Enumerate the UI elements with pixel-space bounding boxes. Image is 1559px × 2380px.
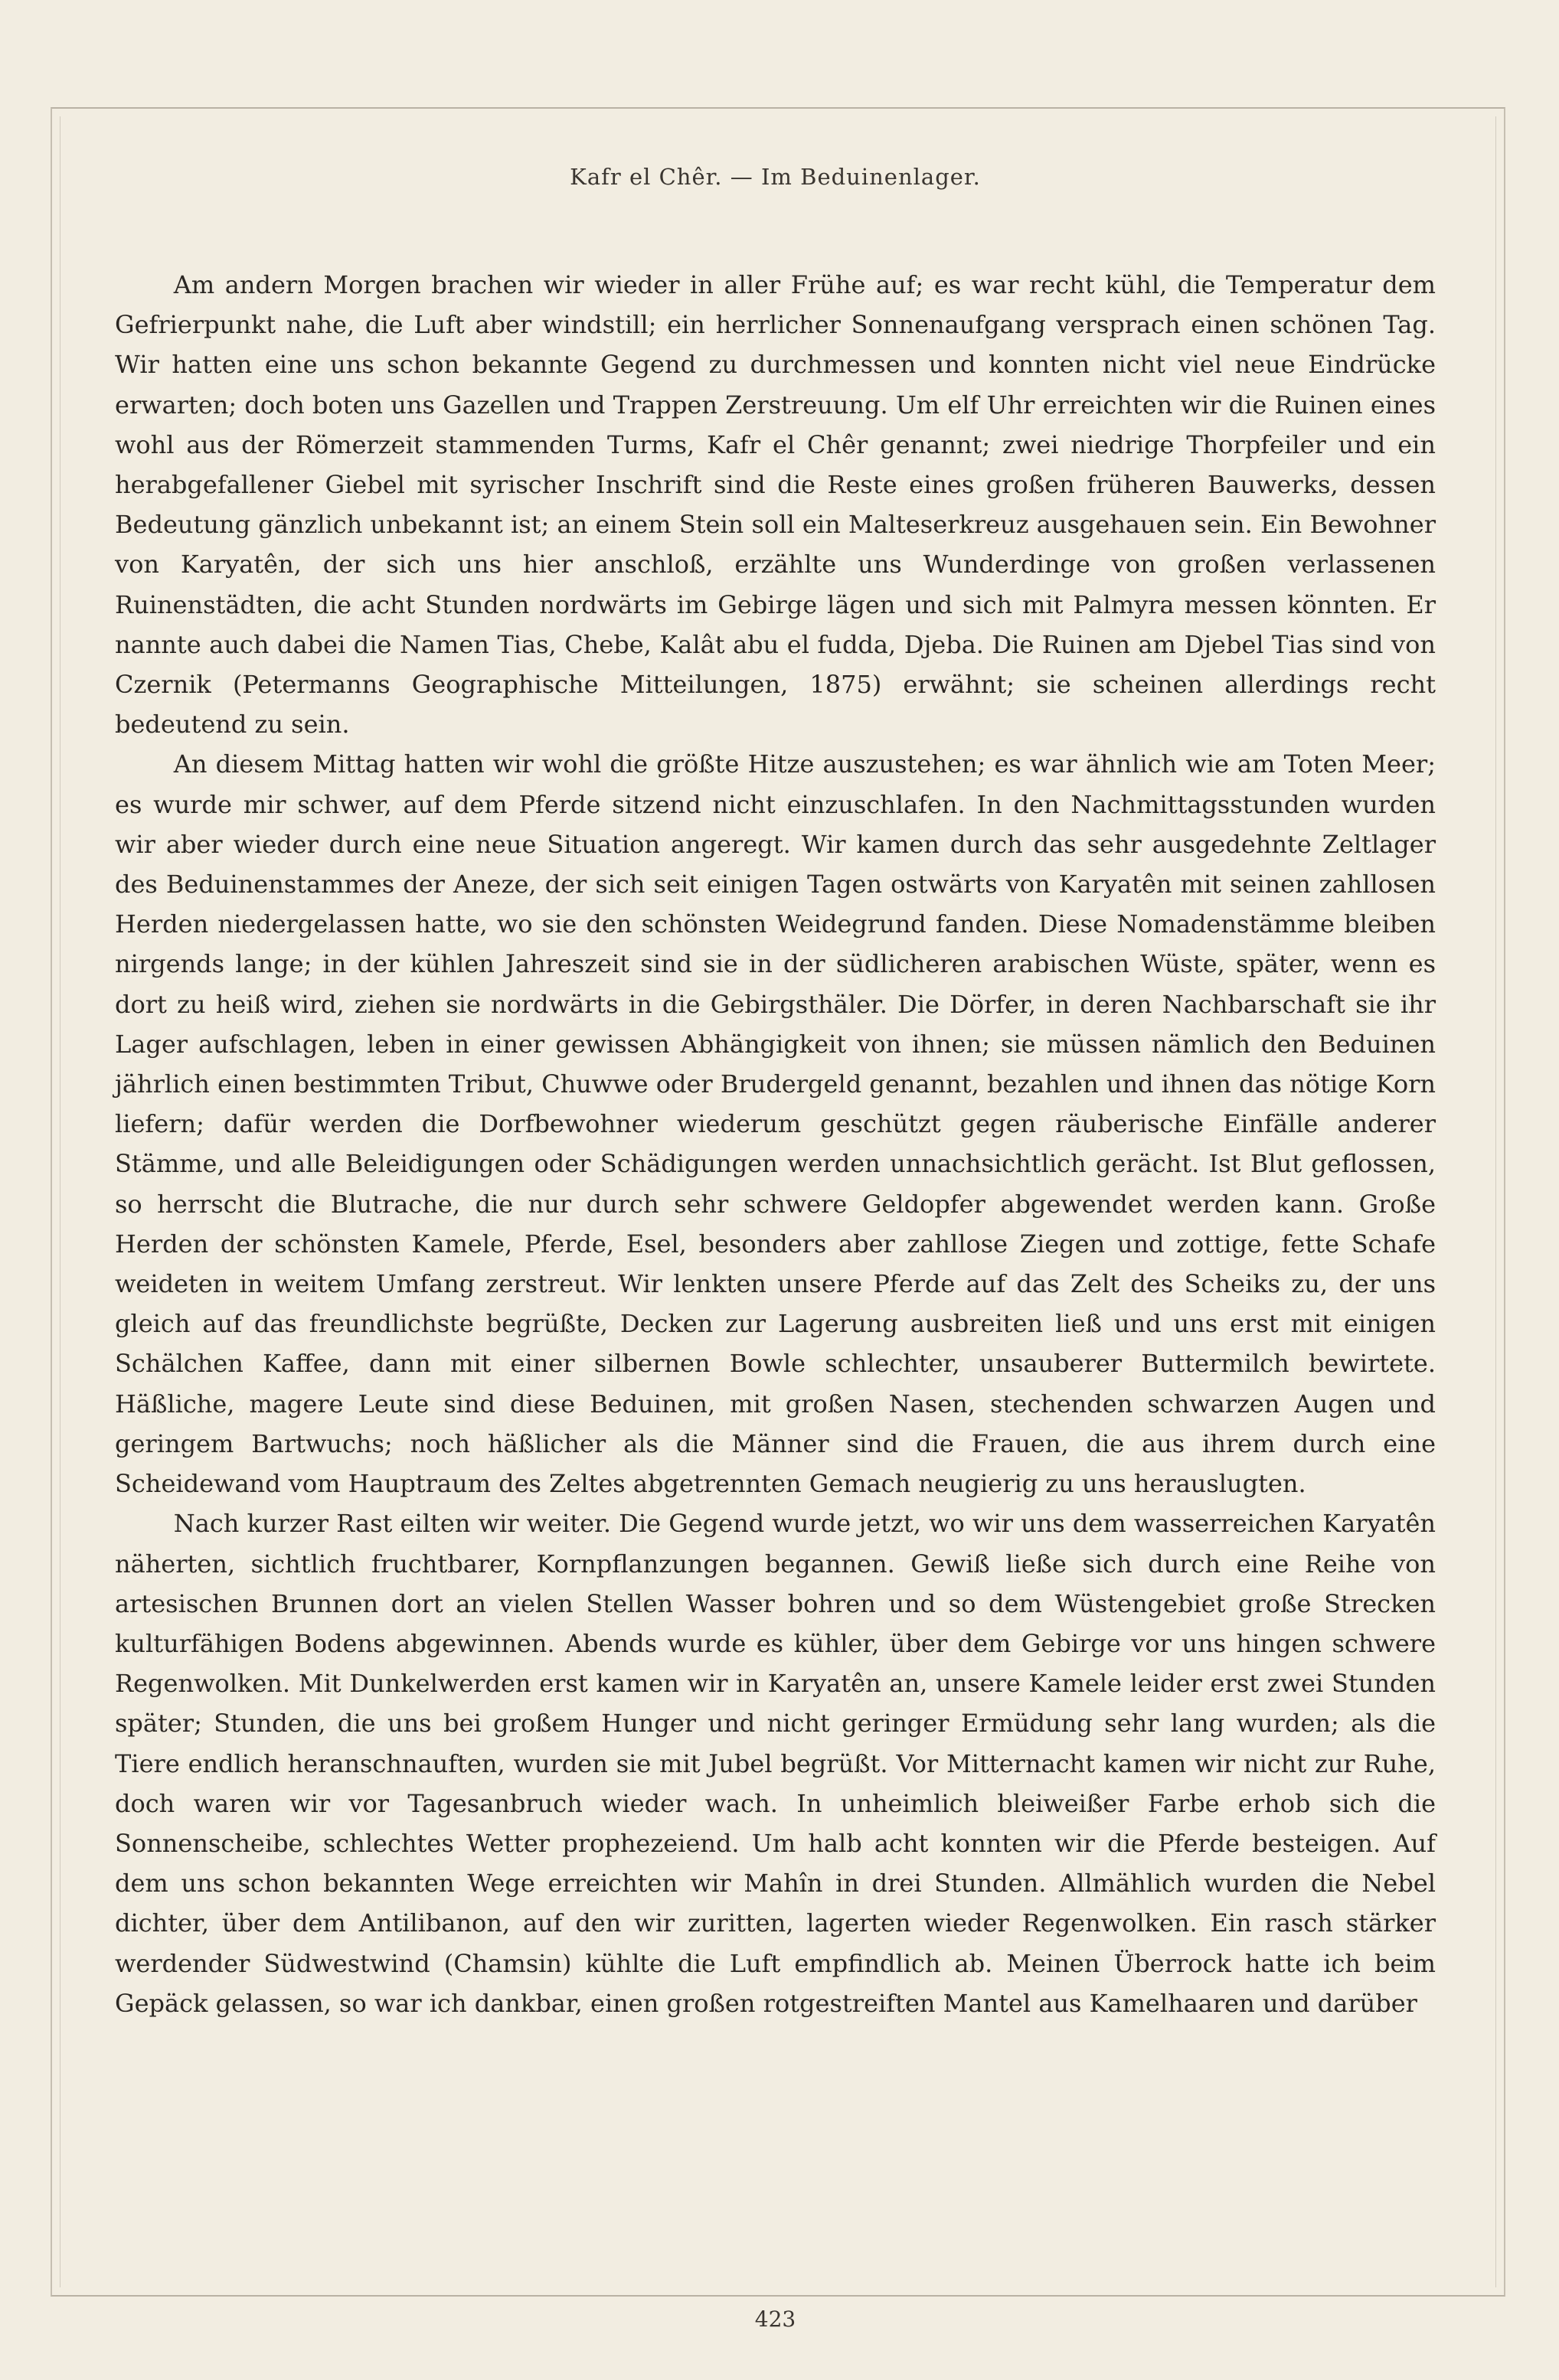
running-head: Kafr el Chêr. — Im Beduinenlager. [570,164,981,190]
paragraph-1: Am andern Morgen brachen wir wieder in aller Frühe auf; es war recht kühl, die Temperatur dem Gefrierpunkt nahe, die Luft aber windstill; ein herrlicher Sonnenaufgang versprach einen schönen Tag. Wir hatten eine uns schon bekannte Gegend zu durchmessen und konnten nicht viel neue Eindrücke erwarten; doch boten uns Gazellen und Trappen Zerstreuung. Um elf Uhr erreichten wir die Ruinen eines wohl aus der Römerzeit stammenden Turms, Kafr el Chêr genannt; zwei niedrige Thorpfeiler und ein herabgefallener Giebel mit syrischer Inschrift sind die Reste eines großen früheren Bauwerks, dessen Bedeutung gänzlich unbekannt ist; an einem Stein soll ein Malteserkreuz ausgehauen sein. Ein Bewohner von Karyatên, der sich uns hier anschloß, erzählte uns Wunderdinge von großen verlassenen Ruinenstädten, die acht Stunden nordwärts im Gebirge lägen und sich mit Palmyra messen könnten. Er nannte auch dabei die Namen Tias, Chebe, Kalât abu el fudda, Djeba. Die Ruinen am Djebel Tias sind von Czernik (Petermanns Geographische Mitteilungen, 1875) erwähnt; sie scheinen allerdings recht bedeutend zu sein. [115,270,1436,739]
paragraph-2: An diesem Mittag hatten wir wohl die größte Hitze auszustehen; es war ähnlich wie am Toten Meer; es wurde mir schwer, auf dem Pferde sitzend nicht einzuschlafen. In den Nachmittagsstunden wurden wir aber wieder durch eine neue Situation angeregt. Wir kamen durch das sehr ausgedehnte Zeltlager des Beduinenstammes der Aneze, der sich seit einigen Tagen ostwärts von Karyatên mit seinen zahllosen Herden niedergelassen hatte, wo sie den schönsten Weidegrund fanden. Diese Nomadenstämme bleiben nirgends lange; in der kühlen Jahreszeit sind sie in der südlicheren arabischen Wüste, später, wenn es dort zu heiß wird, ziehen sie nordwärts in die Gebirgsthäler. Die Dörfer, in deren Nachbarschaft sie ihr Lager aufschlagen, leben in einer gewissen Abhängigkeit von ihnen; sie müssen nämlich den Beduinen jährlich einen bestimmten Tribut, Chuwwe oder Brudergeld genannt, bezahlen und ihnen das nötige Korn liefern; dafür werden die Dorfbewohner wiederum geschützt gegen räuberische Einfälle anderer Stämme, und alle Beleidigungen oder Schädigungen werden unnachsichtlich gerächt. Ist Blut geflossen, so herrscht die Blutrache, die nur durch sehr schwere Geldopfer abgewendet werden kann. Große Herden der schönsten Kamele, Pferde, Esel, besonders aber zahllose Ziegen und zottige, fette Schafe weideten in weitem Umfang zerstreut. Wir lenkten unsere Pferde auf das Zelt des Scheiks zu, der uns gleich auf das freundlichste begrüßte, Decken zur Lagerung ausbreiten ließ und uns erst mit einigen Schälchen Kaffee, dann mit einer silbernen Bowle schlechter, unsauberer Buttermilch bewirtete. Häßliche, magere Leute sind diese Beduinen, mit großen Nasen, stechenden schwarzen Augen und geringem Bartwuchs; noch häßlicher als die Männer sind die Frauen, die aus ihrem durch eine Scheidewand vom Hauptraum des Zeltes abgetrennten Gemach neugierig zu uns herauslugten. [115,749,1436,1499]
paragraph-3: Nach kurzer Rast eilten wir weiter. Die Gegend wurde jetzt, wo wir uns dem wasserreichen Karyatên näherten, sichtlich fruchtbarer, Kornpflanzungen begannen. Gewiß ließe sich durch eine Reihe von artesischen Brunnen dort an vielen Stellen Wasser bohren und so dem Wüstengebiet große Strecken kulturfähigen Bodens abgewinnen. Abends wurde es kühler, über dem Gebirge vor uns hingen schwere Regenwolken. Mit Dunkelwerden erst kamen wir in Karyatên an, unsere Kamele leider erst zwei Stunden später; Stunden, die uns bei großem Hunger und nicht geringer Ermüdung sehr lang wurden; als die Tiere endlich heranschnauften, wurden sie mit Jubel begrüßt. Vor Mitternacht kamen wir nicht zur Ruhe, doch waren wir vor Tagesanbruch wieder wach. In unheimlich bleiweißer Farbe erhob sich die Sonnenscheibe, schlechtes Wetter prophezeiend. Um halb acht konnten wir die Pferde besteigen. Auf dem uns schon bekannten Wege erreichten wir Mahîn in drei Stunden. Allmählich wurden die Nebel dichter, über dem Antilibanon, auf den wir zuritten, lagerten wieder Regenwolken. Ein rasch stärker werdender Südwestwind (Chamsin) kühlte die Luft empfindlich ab. Meinen Überrock hatte ich beim Gepäck gelassen, so war ich dankbar, einen großen rotgestreiften Mantel aus Kamelhaaren und darüber [115,1509,1436,2018]
body-text [115,265,1436,2023]
page-number: 423 [754,2307,796,2332]
